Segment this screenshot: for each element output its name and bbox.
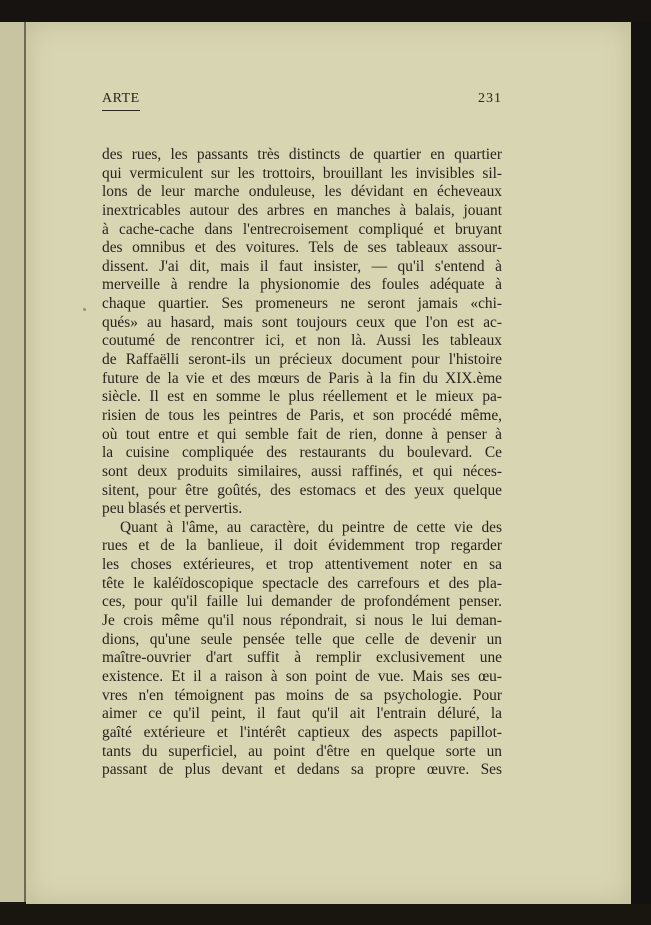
text-line: des omnibus et des voitures. Tels de ses tableaux assour- [102, 239, 502, 257]
text-line: à cache-cache dans l'entrecroisement compliqué et bruyant [102, 220, 502, 238]
running-title-underline [102, 110, 140, 111]
paragraph-2 [102, 519, 502, 780]
text-line: existence. Et il a raison à son point de vue. Mais ses œu- [102, 667, 502, 685]
text-line: merveille à rendre la physionomie des foules adéquate à [102, 276, 502, 294]
text-line: dions, qu'une seule pensée telle que celle de devenir un [102, 630, 502, 648]
text-line: lons de leur marche onduleuse, les dévidant en écheveaux [102, 183, 502, 201]
text-line: de Raffaëlli seront-ils un précieux document pour l'histoire [102, 351, 502, 369]
text-line: passant de plus devant et dedans sa propre œuvre. Ses [102, 761, 502, 779]
text-line: gaîté extérieure et l'intérêt captieux des aspects papillot- [102, 723, 502, 741]
text-line: dissent. J'ai dit, mais il faut insister, — qu'il s'entend à [102, 257, 502, 275]
scan-border-bottom [0, 904, 651, 925]
scan-border-right [631, 22, 651, 925]
text-line: qués» au hasard, mais sont toujours ceux que l'on est ac- [102, 313, 502, 331]
text-line: coutumé de rencontrer ici, et non là. Aussi les tableaux [102, 332, 502, 350]
text-line: Je crois même qu'il nous répondrait, si nous le lui deman- [102, 612, 502, 630]
text-line: où tout entre et qui semble fait de rien, donne à penser à [102, 425, 502, 443]
text-line: siècle. Il est en somme le plus réellement et le mieux pa- [102, 388, 502, 406]
text-line: rues et de la banlieue, il doit évidemment trop regarder [102, 537, 502, 555]
text-line: inextricables autour des arbres en manches à balais, jouant [102, 201, 502, 219]
running-title: ARTE [102, 91, 140, 106]
text-line: vres n'en témoignent pas moins de sa psychologie. Pour [102, 686, 502, 704]
text-line: ces, pour qu'il faille lui demander de profondément penser. [102, 593, 502, 611]
text-line: qui vermiculent sur les trottoirs, brouillant les invisibles sil- [102, 164, 502, 182]
facing-page-edge [0, 22, 26, 902]
page-number: 231 [478, 91, 502, 106]
text-line: tants du superficiel, au point d'être en quelque sorte un [102, 742, 502, 760]
text-line: sont deux produits similaires, aussi raffinés, et qui néces- [102, 462, 502, 480]
scan-border-top [0, 0, 651, 22]
text-line: future de la vie et des mœurs de Paris à la fin du XIX.ème [102, 369, 502, 387]
text-line: aimer ce qu'il peint, il faut qu'il ait l'entrain déluré, la [102, 705, 502, 723]
text-line: peu blasés et pervertis. [102, 500, 243, 518]
text-line: maître-ouvrier d'art suffit à remplir exclusivement une [102, 649, 502, 667]
margin-speck [83, 308, 86, 311]
text-line: risien de tous les peintres de Paris, et son procédé même, [102, 406, 502, 424]
paragraph-1 [102, 146, 502, 519]
text-line: Quant à l'âme, au caractère, du peintre de cette vie des [120, 518, 502, 536]
text-line: chaque quartier. Ses promeneurs ne seront jamais «chi- [102, 295, 502, 313]
text-line: sitent, pour être goûtés, des estomacs et des yeux quelque [102, 481, 502, 499]
text-line: les choses extérieures, et trop attentivement noter en sa [102, 556, 502, 574]
text-line: tête le kaléïdoscopique spectacle des carrefours et des pla- [102, 574, 502, 592]
body-text [102, 146, 502, 780]
text-line: des rues, les passants très distincts de quartier en quartier [102, 146, 502, 163]
text-line: la cuisine compliquée des restaurants du boulevard. Ce [102, 444, 502, 462]
